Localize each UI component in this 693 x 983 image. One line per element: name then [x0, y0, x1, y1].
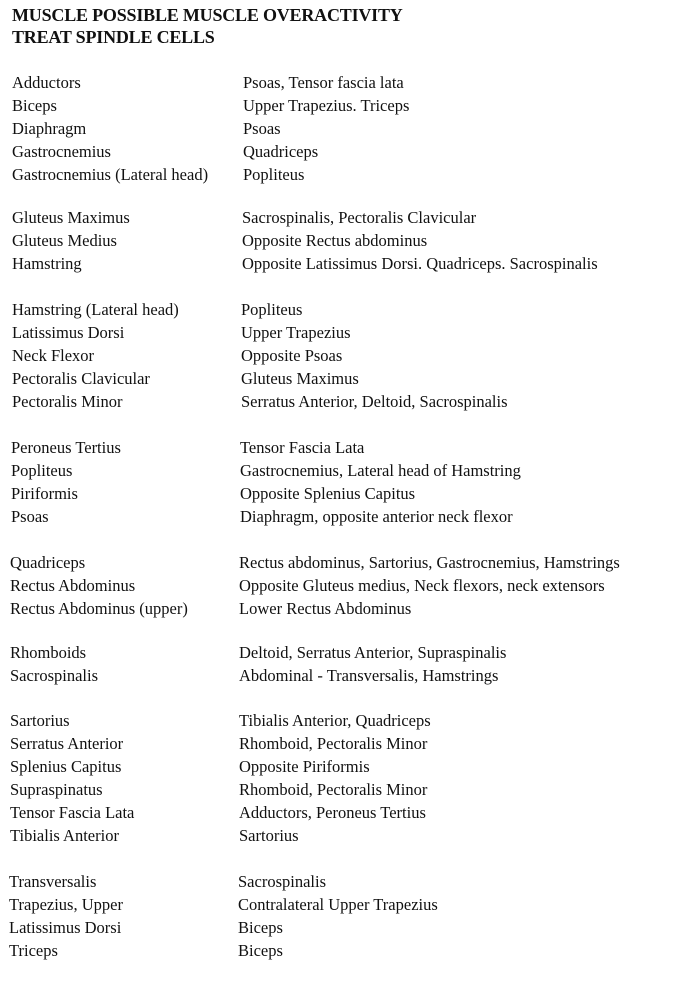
overactivity-text: Opposite Rectus abdominus [242, 231, 428, 250]
overactivity-text: Quadriceps [243, 142, 319, 161]
table-row [0, 710, 693, 732]
overactivity-text: Sacrospinalis, Pectoralis Clavicular [242, 208, 477, 227]
overactivity-text: Diaphragm, opposite anterior neck flexor [240, 507, 513, 526]
table-row [0, 506, 693, 528]
overactivity-text: Gluteus Maximus [241, 369, 359, 388]
table-row [0, 368, 693, 390]
table-row [0, 552, 693, 574]
overactivity-text: Sartorius [239, 826, 299, 845]
muscle-name: Piriformis [11, 484, 78, 503]
overactivity-text: Upper Trapezius [241, 323, 351, 342]
muscle-name: Transversalis [9, 872, 97, 891]
muscle-name: Gastrocnemius [12, 142, 111, 161]
overactivity-text: Upper Trapezius. Triceps [243, 96, 410, 115]
overactivity-text: Rhomboid, Pectoralis Minor [239, 734, 428, 753]
overactivity-text: Opposite Psoas [241, 346, 343, 365]
title-line-2: TREAT SPINDLE CELLS [12, 27, 215, 47]
overactivity-text: Serratus Anterior, Deltoid, Sacrospinalis [241, 392, 508, 411]
table-row [0, 72, 693, 94]
overactivity-text: Abdominal - Transversalis, Hamstrings [239, 666, 499, 685]
muscle-name: Hamstring [12, 254, 82, 273]
muscle-name: Quadriceps [10, 553, 86, 572]
muscle-name: Diaphragm [12, 119, 87, 138]
muscle-name: Neck Flexor [12, 346, 95, 365]
muscle-name: Serratus Anterior [10, 734, 124, 753]
muscle-name: Latissimus Dorsi [9, 918, 122, 937]
overactivity-text: Biceps [238, 941, 283, 960]
table-row [0, 642, 693, 664]
table-row [0, 756, 693, 778]
overactivity-text: Opposite Splenius Capitus [240, 484, 416, 503]
table-row [0, 391, 693, 413]
muscle-name: Gluteus Medius [12, 231, 117, 250]
table-row [0, 164, 693, 186]
muscle-name: Tensor Fascia Lata [10, 803, 135, 822]
table-row [0, 483, 693, 505]
muscle-name: Gluteus Maximus [12, 208, 130, 227]
overactivity-text: Lower Rectus Abdominus [239, 599, 412, 618]
table-row [0, 779, 693, 801]
overactivity-text: Contralateral Upper Trapezius [238, 895, 438, 914]
table-row [0, 460, 693, 482]
table-row [0, 598, 693, 620]
muscle-name: Supraspinatus [10, 780, 103, 799]
table-row [0, 118, 693, 140]
muscle-name: Sartorius [10, 711, 70, 730]
table-row [0, 733, 693, 755]
table-row [0, 253, 693, 275]
table-row [0, 345, 693, 367]
table-row [0, 871, 693, 893]
muscle-name: Gastrocnemius (Lateral head) [12, 165, 209, 184]
muscle-name: Psoas [11, 507, 49, 526]
title-line-1: MUSCLE POSSIBLE MUSCLE OVERACTIVITY [12, 5, 403, 25]
table-row [0, 299, 693, 321]
overactivity-text: Tibialis Anterior, Quadriceps [239, 711, 431, 730]
table-row [0, 665, 693, 687]
table-row [0, 230, 693, 252]
overactivity-text: Opposite Gluteus medius, Neck flexors, neck extensors [239, 576, 605, 595]
overactivity-text: Biceps [238, 918, 283, 937]
overactivity-text: Popliteus [241, 300, 303, 319]
overactivity-text: Adductors, Peroneus Tertius [239, 803, 426, 822]
overactivity-text: Opposite Piriformis [239, 757, 370, 776]
overactivity-text: Deltoid, Serratus Anterior, Supraspinalis [239, 643, 507, 662]
muscle-name: Latissimus Dorsi [12, 323, 125, 342]
muscle-name: Peroneus Tertius [11, 438, 121, 457]
muscle-name: Rectus Abdominus [10, 576, 136, 595]
table-row [0, 437, 693, 459]
muscle-name: Popliteus [11, 461, 73, 480]
overactivity-text: Psoas [243, 119, 281, 138]
muscle-name: Trapezius, Upper [9, 895, 123, 914]
muscle-name: Sacrospinalis [10, 666, 98, 685]
overactivity-text: Psoas, Tensor fascia lata [243, 73, 404, 92]
muscle-name: Tibialis Anterior [10, 826, 119, 845]
muscle-name: Adductors [12, 73, 81, 92]
table-row [0, 802, 693, 824]
muscle-name: Biceps [12, 96, 57, 115]
table-row [0, 322, 693, 344]
overactivity-text: Tensor Fascia Lata [240, 438, 365, 457]
overactivity-text: Sacrospinalis [238, 872, 326, 891]
overactivity-text: Rectus abdominus, Sartorius, Gastrocnemius, Hamstrings [239, 553, 620, 572]
table-row [0, 575, 693, 597]
muscle-name: Triceps [9, 941, 58, 960]
table-row [0, 95, 693, 117]
table-row [0, 894, 693, 916]
muscle-name: Pectoralis Clavicular [12, 369, 150, 388]
muscle-name: Splenius Capitus [10, 757, 122, 776]
table-row [0, 141, 693, 163]
table-row [0, 940, 693, 962]
overactivity-text: Rhomboid, Pectoralis Minor [239, 780, 428, 799]
table-row [0, 825, 693, 847]
overactivity-text: Gastrocnemius, Lateral head of Hamstring [240, 461, 521, 480]
table-row [0, 207, 693, 229]
muscle-name: Hamstring (Lateral head) [12, 300, 179, 319]
overactivity-text: Opposite Latissimus Dorsi. Quadriceps. Sacrospinalis [242, 254, 598, 273]
muscle-name: Pectoralis Minor [12, 392, 123, 411]
table-row [0, 917, 693, 939]
overactivity-text: Popliteus [243, 165, 305, 184]
muscle-name: Rhomboids [10, 643, 87, 662]
muscle-name: Rectus Abdominus (upper) [10, 599, 188, 618]
